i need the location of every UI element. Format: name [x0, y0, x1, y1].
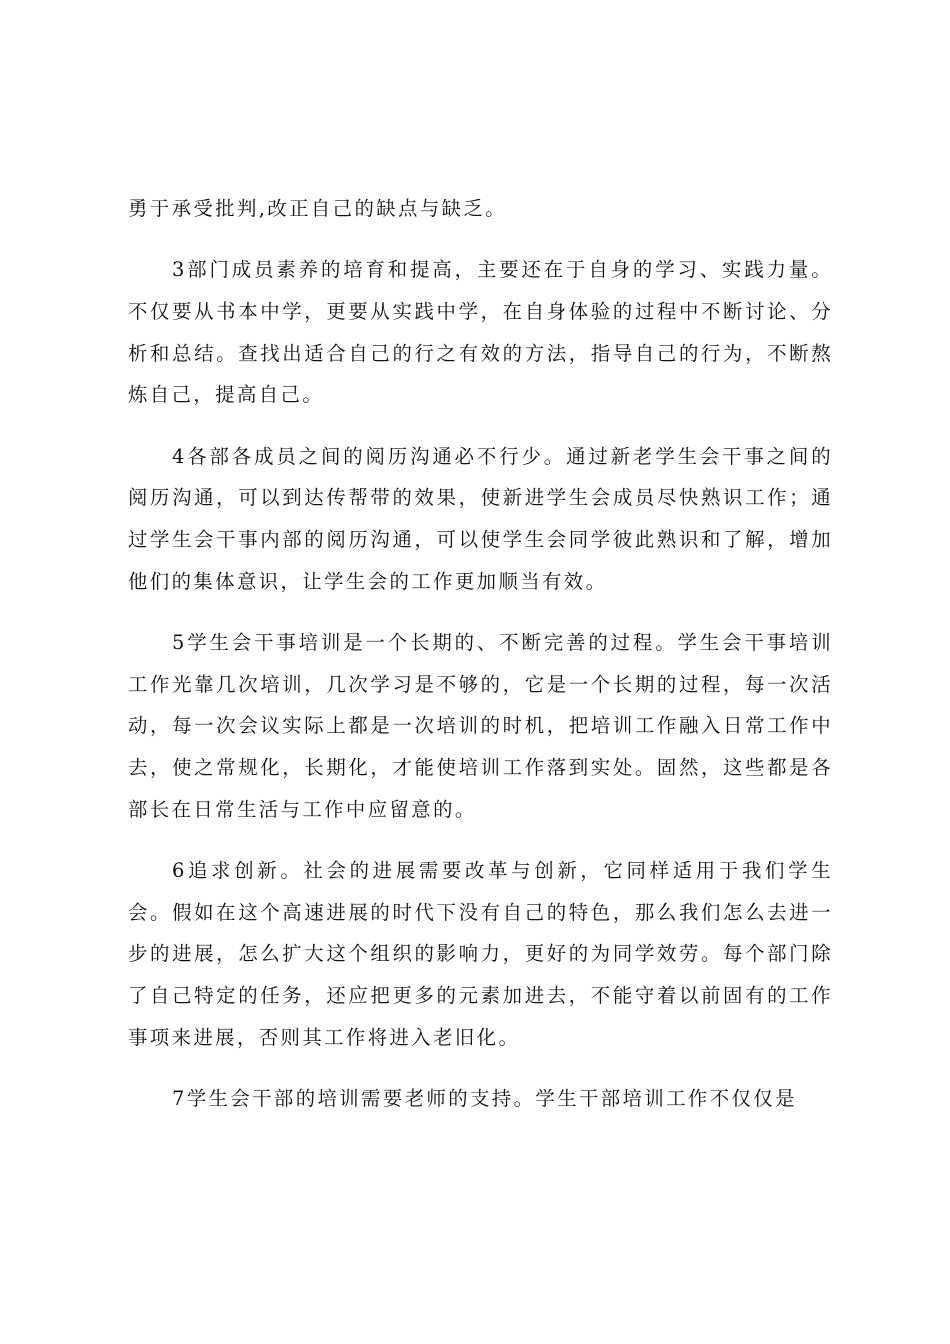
- paragraph-item-6: 6追求创新。社会的进展需要改革与创新，它同样适用于我们学生会。假如在这个高速进展的时代下没有自己的特色，那么我们怎么去进一步的进展，怎么扩大这个组织的影响力，更好的为同学效劳。每个部门除了自己特定的任务，还应把更多的元素加进去，不能守着以前固有的工作事项来进展，否则其工作将进入老旧化。: [128, 858, 833, 1049]
- paragraph-item-4: 4各部各成员之间的阅历沟通必不行少。通过新老学生会干事之间的阅历沟通，可以到达传帮带的效果，使新进学生会成员尽快熟识工作；通过学生会干事内部的阅历沟通，可以使学生会同学彼此熟识和了解，增加他们的集体意识，让学生会的工作更加顺当有效。: [128, 444, 833, 593]
- document-body: [128, 188, 833, 1139]
- paragraph-continuation: 勇于承受批判,改正自己的缺点与缺乏。: [128, 197, 508, 220]
- paragraph-item-5: 5学生会干事培训是一个长期的、不断完善的过程。学生会干事培训工作光靠几次培训，几次学习是不够的，它是一个长期的过程，每一次活动，每一次会议实际上都是一次培训的时机，把培训工作融入日常工作中去，使之常规化，长期化，才能使培训工作落到实处。固然，这些都是各部长在日常生活与工作中应留意的。: [128, 630, 833, 821]
- paragraph-item-7: 7学生会干部的培训需要老师的支持。学生干部培训工作不仅仅是: [172, 1086, 797, 1110]
- paragraph-item-3: 3部门成员素养的培育和提高，主要还在于自身的学习、实践力量。不仅要从书本中学，更要从实践中学，在自身体验的过程中不断讨论、分析和总结。查找出适合自己的行之有效的方法，指导自己的行为，不断熬炼自己，提高自己。: [128, 258, 833, 407]
